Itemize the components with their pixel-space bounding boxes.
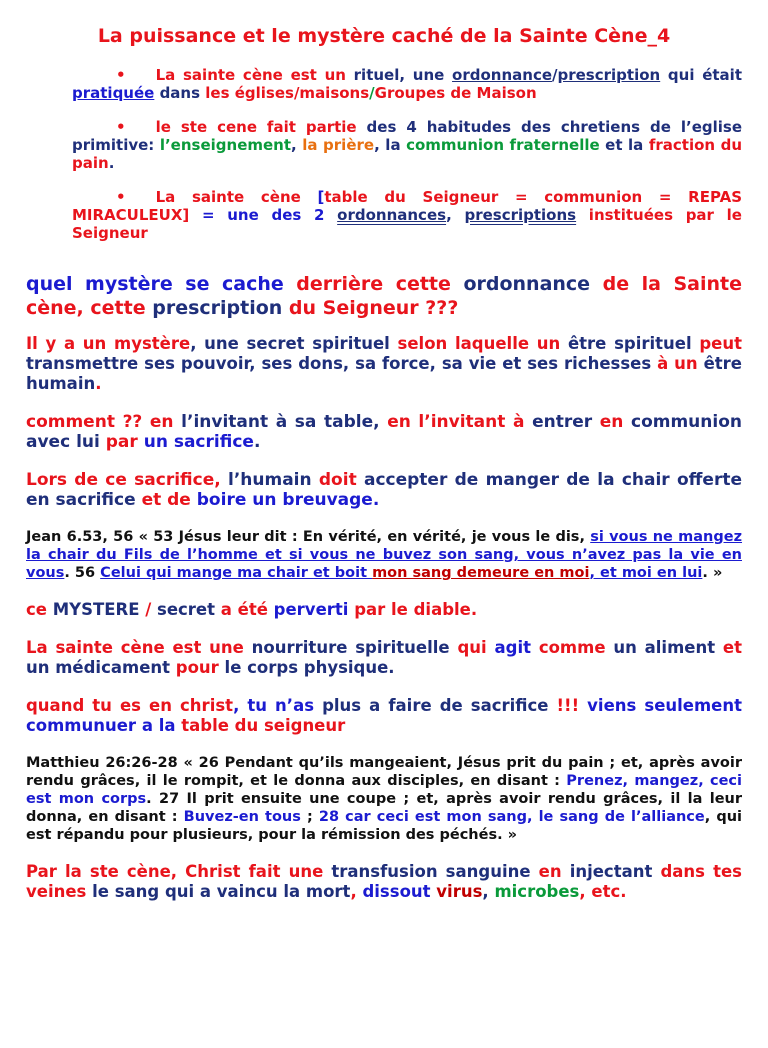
text-run: des 4 habitudes des chretiens de l’eglise primitive:: [72, 118, 742, 154]
text-run: pratiquée: [72, 84, 155, 102]
text-run: selon laquelle un: [397, 334, 568, 353]
text-run: rituel, une: [353, 66, 453, 84]
text-run: ,: [291, 136, 303, 154]
bullet-text: [72, 66, 742, 102]
text-run: du Seigneur ???: [288, 297, 459, 319]
text-run: viens seulement communuer a la: [26, 696, 742, 735]
bullet-item: [72, 188, 742, 242]
text-run: par: [105, 432, 144, 452]
text-run: le sang qui a vaincu la mort: [92, 882, 351, 901]
text-run: boire un breuvage.: [196, 490, 380, 510]
text-run: entrer: [532, 412, 600, 432]
text-run: [: [317, 188, 325, 206]
body-text: [26, 272, 742, 902]
text-run: , la: [374, 136, 407, 154]
text-run: La sainte cène est une: [26, 638, 252, 657]
text-run: dissout: [362, 882, 437, 901]
text-run: a été: [220, 600, 274, 619]
text-run: doit: [318, 470, 364, 490]
text-run: ordonnances: [337, 206, 447, 224]
text-run: Buvez-en tous: [183, 809, 307, 825]
text-run: , une secret spirituel: [190, 334, 398, 353]
text-run: en: [538, 862, 570, 881]
text-run: !!!: [556, 696, 588, 715]
text-run: , etc.: [579, 882, 627, 901]
text-run: ,: [482, 882, 495, 901]
text-run: peut: [699, 334, 742, 353]
text-run: Groupes de Maison: [374, 84, 537, 102]
bullet-text: [72, 188, 742, 242]
text-run: 28 car ceci est mon sang, le sang de l’alliance: [318, 809, 705, 825]
text-run: = une des 2: [189, 206, 338, 224]
text-run: à un: [657, 354, 704, 373]
text-run: La sainte cène est un: [155, 66, 354, 84]
bullet-list: [72, 66, 742, 242]
text-run: Par la ste cène, Christ fait une: [26, 862, 332, 881]
text-run: ??: [122, 412, 150, 432]
text-run: les églises/maisons: [205, 84, 370, 102]
text-run: , qui est répandu pour plusieurs, pour la rémission des péchés. »: [26, 809, 743, 843]
text-run: être humain: [26, 354, 742, 393]
text-run: ordonnance: [452, 66, 553, 84]
text-run: ,: [446, 206, 465, 224]
text-run: pour: [175, 658, 225, 677]
text-run: . »: [702, 565, 723, 581]
text-run: quand tu es en christ: [26, 696, 234, 715]
bullet-dot-icon: •: [116, 188, 126, 206]
text-run: comment: [26, 412, 123, 432]
text-run: l’humain: [228, 470, 319, 490]
text-run: accepter de manger de la chair offerte en sacrifice: [26, 470, 742, 510]
paragraph: [26, 638, 742, 678]
text-run: /: [552, 66, 558, 84]
document-page: [0, 24, 768, 1048]
text-run: , et moi en lui: [589, 565, 703, 581]
text-run: l’enseignement: [159, 136, 292, 154]
text-run: ;: [306, 809, 319, 825]
text-run: si vous ne mangez la chair du Fils de l’homme et si vous ne buvez son sang, vous n’avez pas la vie en vous: [26, 529, 743, 581]
text-run: agit: [494, 638, 539, 657]
bullet-text: [72, 118, 742, 172]
text-run: un médicament: [26, 658, 176, 677]
text-run: dans: [154, 84, 206, 102]
paragraph: [26, 334, 742, 394]
paragraph: [26, 272, 742, 320]
paragraph: [26, 470, 742, 510]
text-run: un aliment: [613, 638, 723, 657]
text-run: un sacrifice: [143, 432, 254, 452]
text-run: qui était: [660, 66, 742, 84]
text-run: de la Sainte cène, cette: [26, 273, 742, 319]
paragraph: [26, 600, 742, 620]
text-run: MYSTERE: [52, 600, 146, 619]
text-run: Matthieu 26:26-28 « 26 Pendant qu’ils mangeaient, Jésus prit du pain ; et, après avoir rendu grâces, il le rompit, et le donna aux disciples, en disant :: [26, 755, 742, 789]
text-run: instituées par le Seigneur: [72, 206, 742, 242]
text-run: fraction du pain: [72, 136, 743, 172]
text-run: comme: [538, 638, 614, 657]
text-run: ce: [26, 600, 53, 619]
text-run: . 27 Il prit ensuite une coupe ; et, après avoir rendu grâces, il la leur donna, en disant :: [26, 791, 742, 825]
page-title: La puissance et le mystère caché de la Sainte Cène_4: [97, 25, 671, 47]
text-run: Il y a un mystère: [26, 334, 191, 353]
text-run: communion avec lui: [26, 412, 742, 452]
bullet-item: [72, 118, 742, 172]
text-run: la prière: [302, 136, 375, 154]
text-run: prescription: [152, 297, 289, 319]
text-run: mon sang demeure en moi: [372, 565, 590, 581]
text-run: Prenez, mangez, ceci est mon corps: [26, 773, 743, 807]
text-run: derrière cette: [296, 273, 464, 295]
text-run: l’invitant à sa table,: [181, 412, 388, 432]
text-run: /: [369, 84, 375, 102]
text-run: prescription: [557, 66, 661, 84]
text-run: Celui qui mange ma chair et boit: [100, 565, 373, 581]
text-run: Jean 6.53, 56 « 53 Jésus leur dit : En vérité, en vérité, je vous le dis,: [26, 529, 591, 545]
text-run: quel mystère se cache: [26, 273, 297, 295]
text-run: Lors de ce sacrifice,: [26, 470, 228, 490]
text-run: et la: [599, 136, 649, 154]
paragraph: [26, 754, 742, 844]
text-run: en: [599, 412, 631, 432]
text-run: virus: [436, 882, 483, 901]
text-run: .: [108, 154, 115, 172]
paragraph: [26, 412, 742, 452]
text-run: microbes: [494, 882, 580, 901]
text-run: en l’invitant à: [387, 412, 533, 432]
text-run: ordonnance: [463, 273, 603, 295]
text-run: par le diable.: [354, 600, 478, 619]
text-run: en: [149, 412, 182, 432]
paragraph: [26, 862, 742, 902]
bullet-dot-icon: •: [116, 118, 126, 136]
text-run: transmettre ses pouvoir, ses dons, sa force, sa vie et ses richesses: [26, 354, 658, 373]
text-run: perverti: [273, 600, 355, 619]
bullet-dot-icon: •: [116, 66, 126, 84]
text-run: le corps physique.: [224, 658, 395, 677]
text-run: prescriptions: [464, 206, 577, 224]
text-run: table du seigneur: [181, 716, 346, 735]
text-run: être spirituel: [567, 334, 700, 353]
text-run: .: [95, 374, 102, 393]
text-run: .: [253, 432, 261, 452]
text-run: dans tes veines: [26, 862, 742, 901]
paragraph: [26, 696, 742, 736]
text-run: communion fraternelle: [406, 136, 600, 154]
text-run: ,: [350, 882, 363, 901]
text-run: secret: [157, 600, 221, 619]
paragraph: [26, 528, 742, 582]
text-run: /: [145, 600, 157, 619]
text-run: La sainte cène: [155, 188, 318, 206]
text-run: le ste cene fait partie: [155, 118, 367, 136]
text-run: . 56: [64, 565, 101, 581]
text-run: et de: [141, 490, 197, 510]
text-run: nourriture spirituelle: [251, 638, 458, 657]
bullet-item: [72, 66, 742, 102]
text-run: injectant: [569, 862, 661, 881]
text-run: et: [722, 638, 742, 657]
text-run: plus a faire de sacrifice: [322, 696, 557, 715]
text-run: qui: [457, 638, 495, 657]
text-run: transfusion sanguine: [331, 862, 539, 881]
text-run: table du Seigneur = communion = REPAS MIRACULEUX]: [72, 188, 742, 224]
text-run: , tu n’as: [233, 696, 323, 715]
